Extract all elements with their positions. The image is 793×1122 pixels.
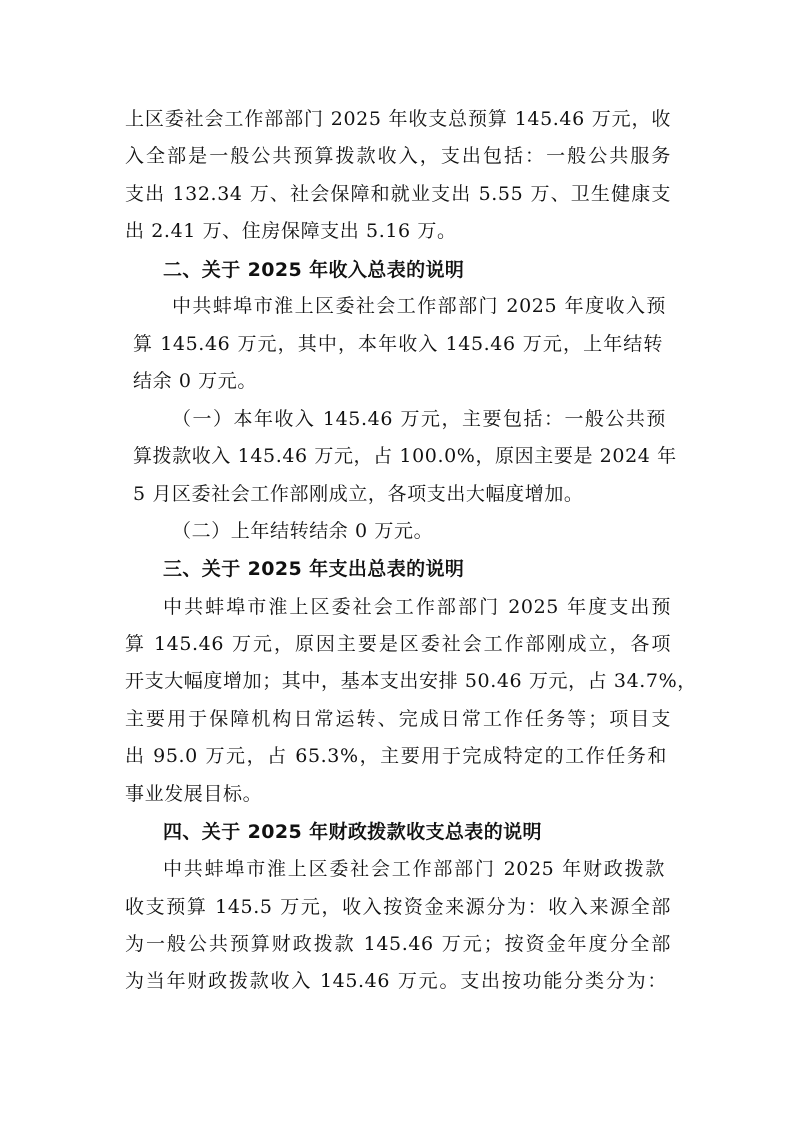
body-line-2: 入全部是一般公共预算拨款收入，支出包括：一般公共服务 <box>125 145 671 167</box>
body-line-11: 5 月区委社会工作部刚成立，各项支出大幅度增加。 <box>133 483 584 505</box>
body-line-12: （二）上年结转结余 0 万元。 <box>172 520 434 542</box>
body-line-1: 上区委社会工作部部门 2025 年收支总预算 145.46 万元，收 <box>125 108 671 130</box>
body-line-7: 算 145.46 万元，其中，本年收入 145.46 万元，上年结转 <box>133 333 663 355</box>
body-line-6: 中共蚌埠市淮上区委社会工作部部门 2025 年度收入预 <box>172 295 666 317</box>
body-line-14: 中共蚌埠市淮上区委社会工作部部门 2025 年度支出预 <box>163 596 671 618</box>
body-line-16: 开支大幅度增加；其中，基本支出安排 50.46 万元，占 34.7%， <box>125 670 697 692</box>
section-heading-4: 四、关于 2025 年财政拨款收支总表的说明 <box>163 821 542 843</box>
section-heading-3: 三、关于 2025 年支出总表的说明 <box>163 558 465 580</box>
body-line-15: 算 145.46 万元，原因主要是区委社会工作部刚成立，各项 <box>125 633 671 655</box>
body-line-4: 出 2.41 万、住房保障支出 5.16 万。 <box>125 220 457 242</box>
body-line-22: 收支预算 145.5 万元，收入按资金来源分为：收入来源全部 <box>125 896 671 918</box>
body-line-17: 主要用于保障机构日常运转、完成日常工作任务等；项目支 <box>125 708 671 730</box>
body-line-23: 为一般公共预算财政拨款 145.46 万元；按资金年度分全部 <box>125 933 671 955</box>
body-line-24: 为当年财政拨款收入 145.46 万元。支出按功能分类分为： <box>125 970 667 992</box>
body-line-9: （一）本年收入 145.46 万元，主要包括：一般公共预 <box>172 408 666 430</box>
body-line-3: 支出 132.34 万、社会保障和就业支出 5.55 万、卫生健康支 <box>125 183 671 205</box>
body-line-21: 中共蚌埠市淮上区委社会工作部部门 2025 年财政拨款 <box>163 858 665 880</box>
body-line-8: 结余 0 万元。 <box>133 370 257 392</box>
section-heading-2: 二、关于 2025 年收入总表的说明 <box>163 259 465 281</box>
body-line-19: 事业发展目标。 <box>125 783 263 805</box>
body-line-10: 算拨款收入 145.46 万元，占 100.0%，原因主要是 2024 年 <box>133 445 677 467</box>
body-line-18: 出 95.0 万元，占 65.3%，主要用于完成特定的工作任务和 <box>125 745 667 767</box>
